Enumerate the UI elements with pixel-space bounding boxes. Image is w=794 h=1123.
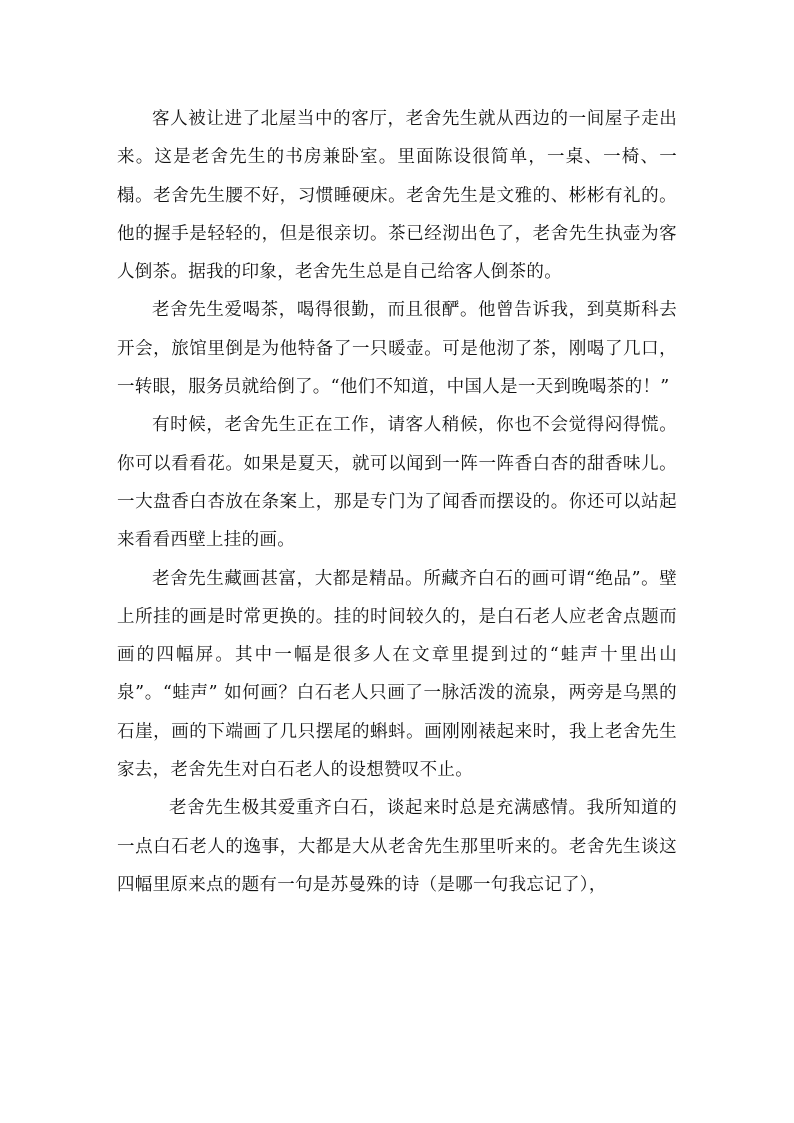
paragraph-3: 有时候，老舍先生正在工作，请客人稍候，你也不会觉得闷得慌。你可以看看花。如果是夏天，就可以闻到一阵一阵香白杏的甜香味儿。一大盘香白杏放在条案上，那是专门为了闻香而摆设的。你还可以站起来看看西壁上挂的画。 bbox=[117, 415, 677, 551]
paragraph-5: 老舍先生极其爱重齐白石，谈起来时总是充满感情。我所知道的一点白石老人的逸事，大都是大从老舍先生那里听来的。老舍先生谈这四幅里原来点的题有一句是苏曼殊的诗（是哪一句我忘记了）， bbox=[117, 798, 677, 895]
paragraph-4: 老舍先生藏画甚富，大都是精品。所藏齐白石的画可谓“绝品”。壁上所挂的画是时常更换的。挂的时间较久的，是白石老人应老舍点题而画的四幅屏。其中一幅是很多人在文章里提到过的“蛙声十里出山泉”。“蛙声” 如何画？白石老人只画了一脉活泼的流泉，两旁是乌黑的石崖，画的下端画了几只摆尾的蝌蚪。画刚刚裱起来时，我上老舍先生家去，老舍先生对白石老人的设想赞叹不止。 bbox=[117, 568, 677, 781]
paragraph-2: 老舍先生爱喝茶，喝得很勤，而且很酽。他曾告诉我，到莫斯科去开会，旅馆里倒是为他特备了一只暖壶。可是他沏了茶，刚喝了几口，一转眼，服务员就给倒了。“他们不知道，中国人是一天到晚喝茶的！” bbox=[117, 300, 677, 398]
paragraph-1: 客人被让进了北屋当中的客厅，老舍先生就从西边的一间屋子走出来。这是老舍先生的书房兼卧室。里面陈设很简单，一桌、一椅、一榻。老舍先生腰不好，习惯睡硬床。老舍先生是文雅的、彬彬有礼的。他的握手是轻轻的，但是很亲切。茶已经沏出色了，老舍先生执壶为客人倒茶。据我的印象，老舍先生总是自己给客人倒茶的。 bbox=[117, 109, 677, 283]
article-body bbox=[117, 100, 677, 904]
